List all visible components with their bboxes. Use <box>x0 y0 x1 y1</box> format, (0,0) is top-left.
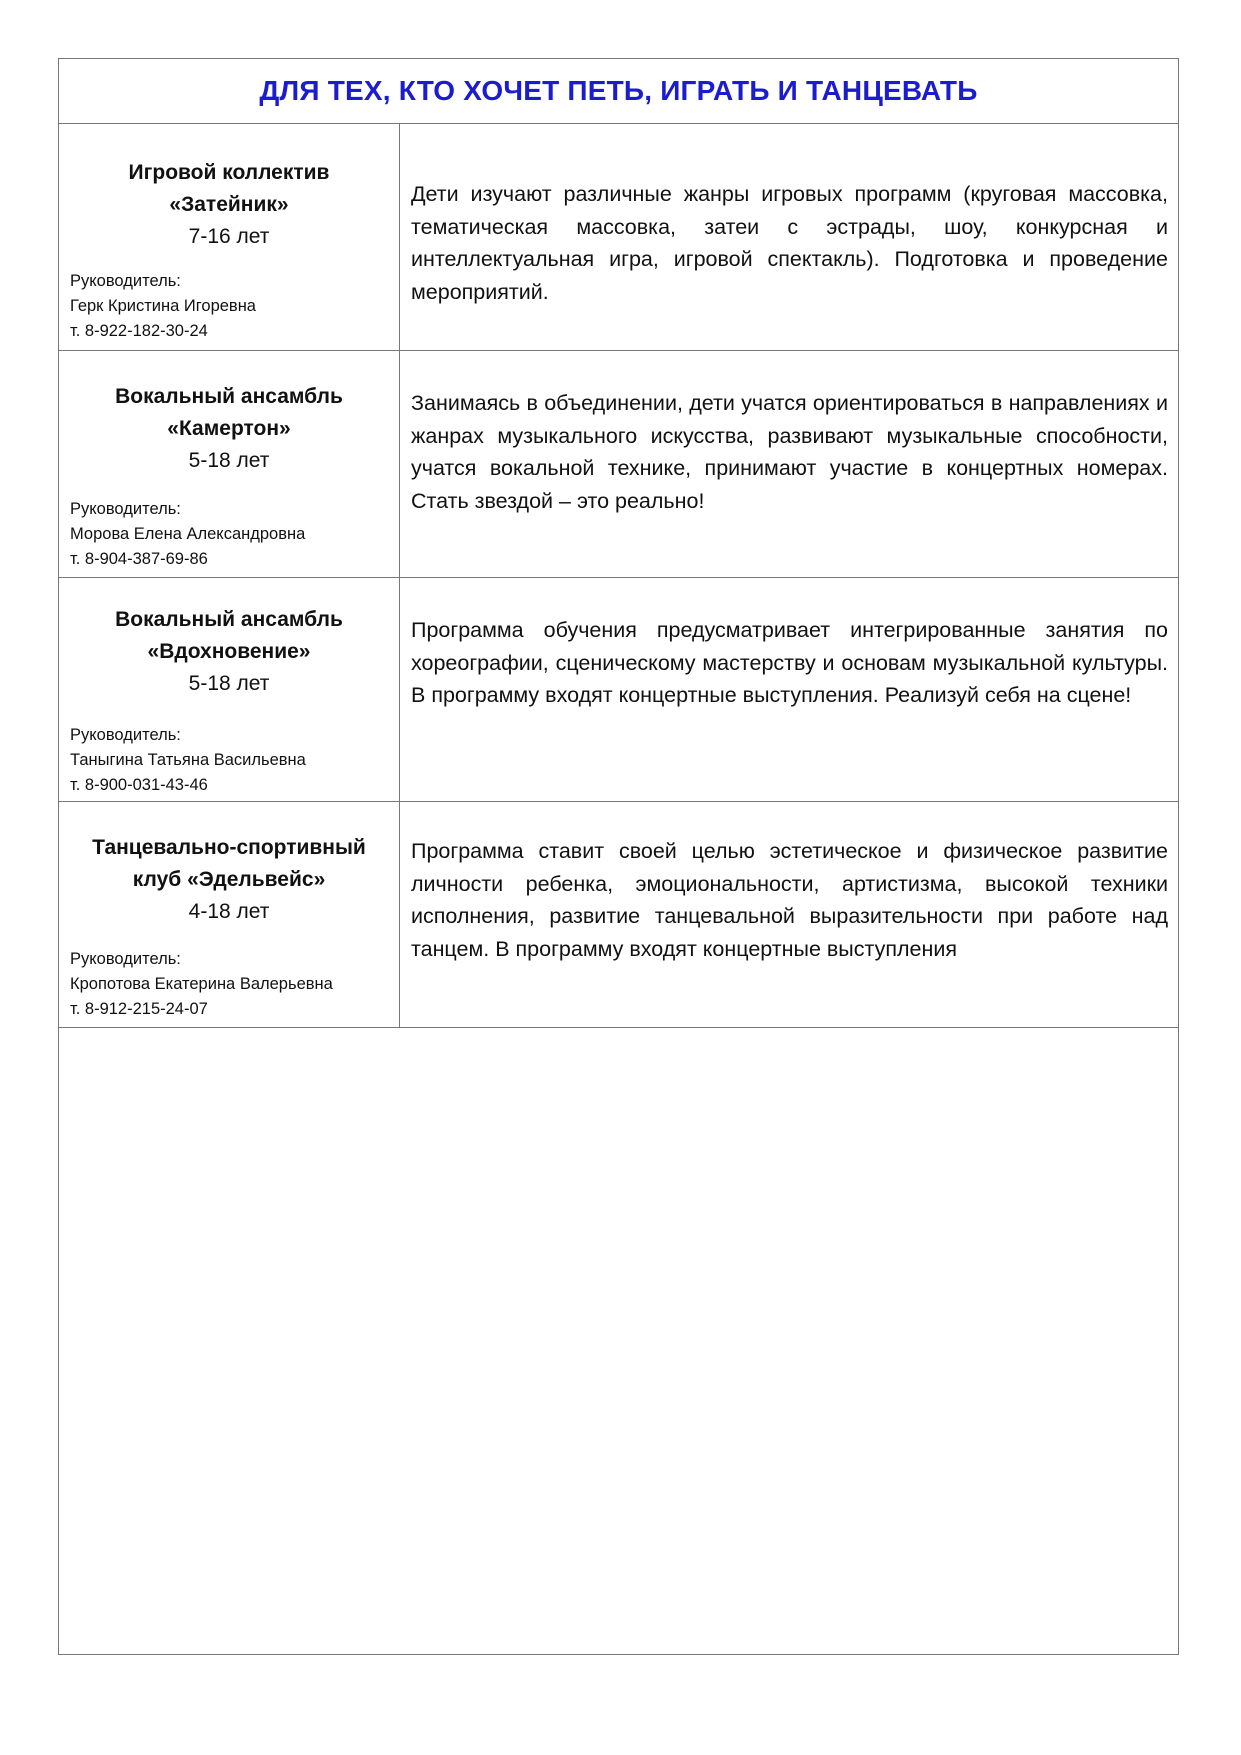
leader-name: Герк Кристина Игоревна <box>70 297 256 315</box>
club-name-line2: «Затейник» <box>169 193 289 216</box>
age-range: 4-18 лет <box>188 900 270 923</box>
document-frame <box>58 58 1179 1655</box>
leader-name: Морова Елена Александровна <box>70 525 306 543</box>
club-name-line1: Танцевально-спортивный <box>92 836 366 859</box>
leader-label: Руководитель: <box>70 272 181 290</box>
club-name-line1: Вокальный ансамбль <box>115 385 343 408</box>
club-name-line2: клуб «Эдельвейс» <box>132 868 326 891</box>
club-row <box>59 578 1178 802</box>
club-description: Занимаясь в объединении, дети учатся ориентироваться в направлениях и жанрах музыкального искусства, развивают музыкальные способности, учатся вокальной технике, принимают участие в концертных номерах. Стать звездой – это реально! <box>411 391 1168 513</box>
age-range: 5-18 лет <box>188 672 270 695</box>
leader-label: Руководитель: <box>70 500 181 518</box>
club-name-line2: «Вдохновение» <box>147 640 311 663</box>
club-info-cell <box>59 578 400 801</box>
club-name-line2: «Камертон» <box>167 417 291 440</box>
leader-phone: т. 8-912-215-24-07 <box>70 1000 208 1018</box>
age-range: 7-16 лет <box>188 225 270 248</box>
leader-label: Руководитель: <box>70 950 181 968</box>
club-name-line1: Вокальный ансамбль <box>115 608 343 631</box>
club-description: Дети изучают различные жанры игровых программ (круговая массовка, тематическая массовка, затеи с эстрады, шоу, конкурсная и интеллектуальная игра, игровой спектакль). Подготовка и проведение мероприятий. <box>411 182 1168 304</box>
club-name-line1: Игровой коллектив <box>128 161 330 184</box>
club-description: Программа обучения предусматривает интегрированные занятия по хореографии, сценическому мастерству и основам музыкальной культуры. В программу входят концертные выступления. Реализуй себя на сцене! <box>411 618 1168 707</box>
leader-name: Кропотова Екатерина Валерьевна <box>70 975 333 993</box>
leader-phone: т. 8-904-387-69-86 <box>70 550 208 568</box>
club-info-cell <box>59 351 400 577</box>
club-row <box>59 124 1178 351</box>
club-row <box>59 802 1178 1028</box>
page-title: ДЛЯ ТЕХ, КТО ХОЧЕТ ПЕТЬ, ИГРАТЬ И ТАНЦЕВАТЬ <box>259 75 978 106</box>
leader-label: Руководитель: <box>70 726 181 744</box>
title-row <box>59 59 1178 124</box>
club-row <box>59 351 1178 578</box>
club-info-cell <box>59 124 400 350</box>
leader-phone: т. 8-900-031-43-46 <box>70 776 208 794</box>
leader-phone: т. 8-922-182-30-24 <box>70 322 208 340</box>
leader-name: Таныгина Татьяна Васильевна <box>70 751 306 769</box>
age-range: 5-18 лет <box>188 449 270 472</box>
club-description: Программа ставит своей целью эстетическое и физическое развитие личности ребенка, эмоциональности, артистизма, высокой техники исполнения, развитие танцевальной выразительности при работе над танцем. В программу входят концертные выступления <box>411 839 1168 961</box>
club-info-cell <box>59 802 400 1027</box>
